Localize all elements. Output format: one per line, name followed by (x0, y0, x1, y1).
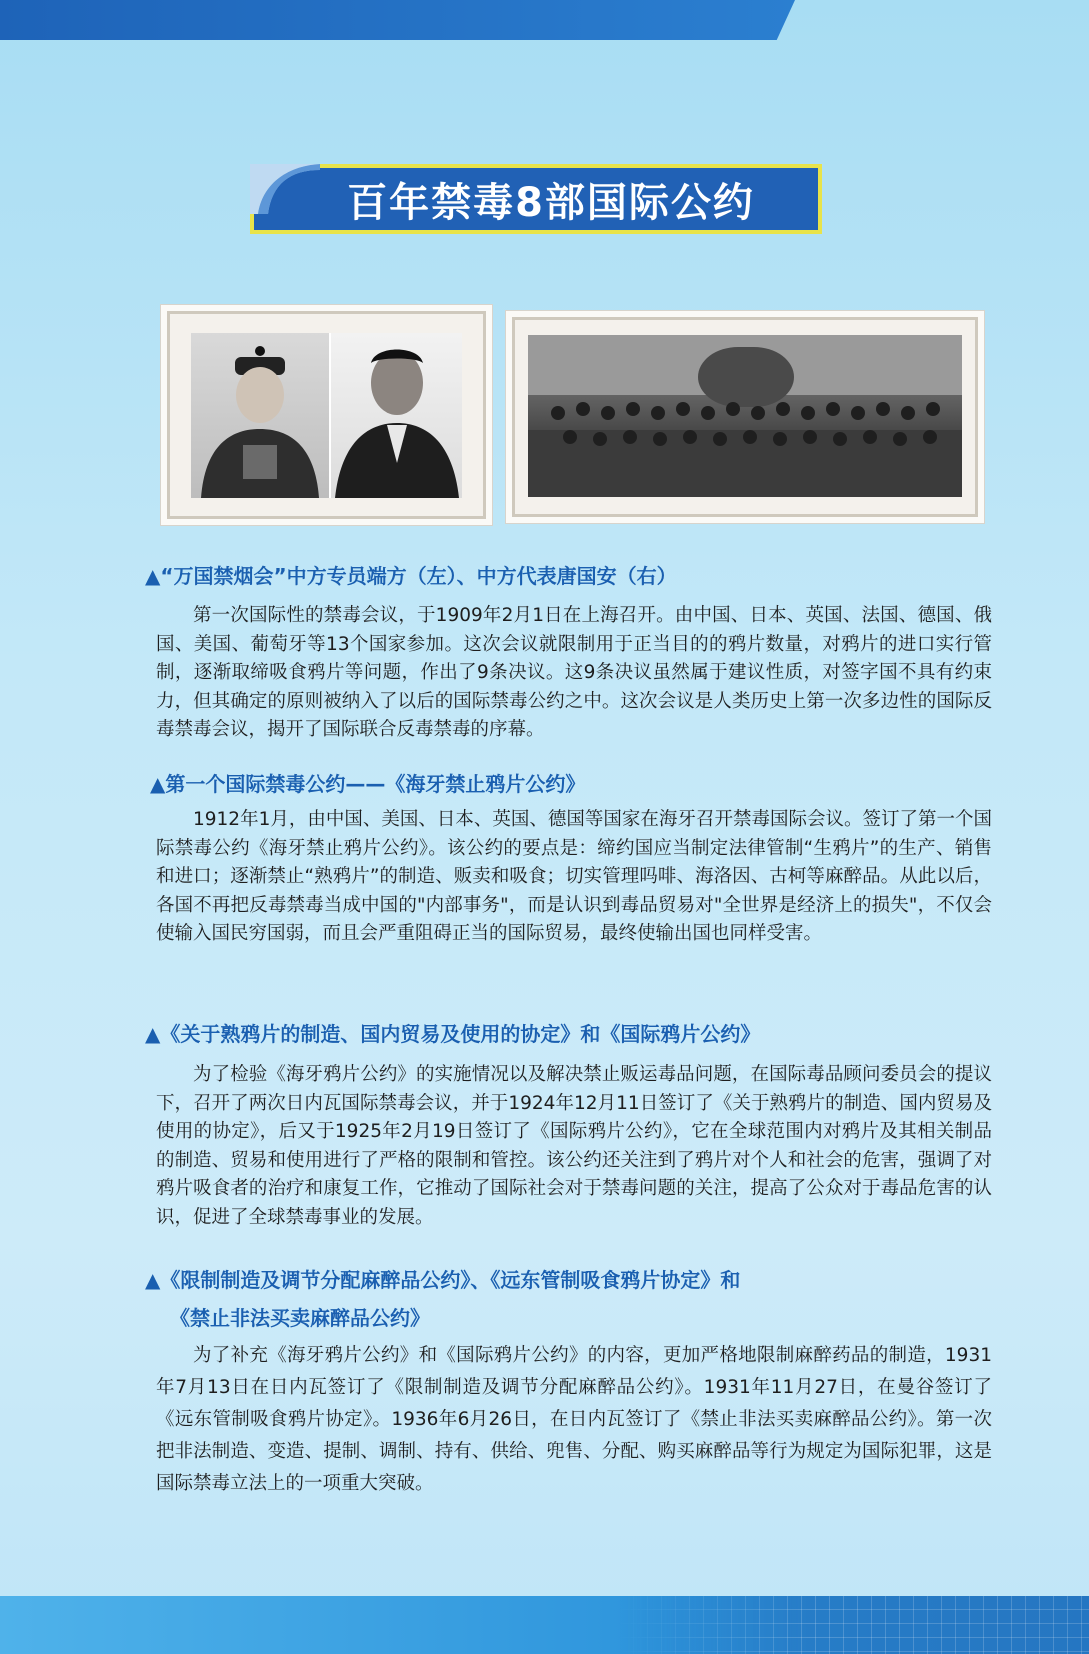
portrait-photo (160, 304, 493, 526)
portrait-left (191, 333, 329, 498)
bottom-tile-pattern (619, 1596, 1089, 1654)
section-4-body: 为了补充《海牙鸦片公约》和《国际鸦片公约》的内容，更加严格地限制麻醉药品的制造，1931年7月13日在日内瓦签订了《限制制造及调节分配麻醉品公约》。1931年11月27日，在曼谷签订了《远东管制吸食鸦片协定》。1936年6月26日，在日内瓦签订了《禁止非法买卖麻醉品公约》。第一次把非法制造、变造、提制、调制、持有、供给、兜售、分配、购买麻醉品等行为规定为国际犯罪，这是国际禁毒立法上的一项重大突破。 (156, 1345, 992, 1494)
section-2-heading: ▲第一个国际禁毒公约——《海牙禁止鸦片公约》 (150, 772, 586, 796)
section-4-heading: ▲《限制制造及调节分配麻醉品公约》、《远东管制吸食鸦片协定》和 (145, 1268, 741, 1292)
page-title: 百年禁毒8部国际公约 (347, 179, 755, 226)
section-3-heading: ▲《关于熟鸦片的制造、国内贸易及使用的协定》和《国际鸦片公约》 (145, 1022, 761, 1046)
section-1-body: 第一次国际性的禁毒会议，于1909年2月1日在上海召开。由中国、日本、英国、法国、德国、俄国、美国、葡萄牙等13个国家参加。这次会议就限制用于正当目的的鸦片数量，对鸦片的进口实行管制，逐渐取缔吸食鸦片等问题，作出了9条决议。这9条决议虽然属于建议性质，对签字国不具有约束力，但其确定的原则被纳入了以后的国际禁毒公约之中。这次会议是人类历史上第一次多边性的国际反毒禁毒会议，揭开了国际联合反毒禁毒的序幕。 (156, 605, 992, 740)
page-curl-icon (250, 164, 320, 214)
top-decor-bar (0, 0, 795, 40)
group-photo (505, 310, 985, 524)
section-2-body: 1912年1月，由中国、美国、日本、英国、德国等国家在海牙召开禁毒国际会议。签订了第一个国际禁毒公约《海牙禁止鸦片公约》。该公约的要点是：缔约国应当制定法律管制“生鸦片”的生产、销售和进口；逐渐禁止“熟鸦片”的制造、贩卖和吸食；切实管理吗啡、海洛因、古柯等麻醉品。从此以后，各国不再把反毒禁毒当成中国的"内部事务"，而是认识到毒品贸易对"全世界是经济上的损失"，不仅会使输入国民穷国弱，而且会严重阻碍正当的国际贸易，最终使输出国也同样受害。 (156, 809, 992, 944)
portrait-right (331, 333, 462, 498)
section-3-body: 为了检验《海牙鸦片公约》的实施情况以及解决禁止贩运毒品问题，在国际毒品顾问委员会的提议下，召开了两次日内瓦国际禁毒会议，并于1924年12月11日签订了《关于熟鸦片的制造、国内贸易及使用的协定》，后又于1925年2月19日签订了《国际鸦片公约》，它在全球范围内对鸦片及其相关制品的制造、贸易和使用进行了严格的限制和管控。该公约还关注到了鸦片对个人和社会的危害，强调了对鸦片吸食者的治疗和康复工作，它推动了国际社会对于禁毒问题的关注，提高了公众对于毒品危害的认识，促进了全球禁毒事业的发展。 (156, 1064, 992, 1228)
title-banner (250, 164, 822, 234)
section-1-heading: ▲“万国禁烟会”中方专员端方（左）、中方代表唐国安（右） (145, 564, 677, 588)
section-4-heading-line2: 《禁止非法买卖麻醉品公约》 (170, 1306, 430, 1330)
